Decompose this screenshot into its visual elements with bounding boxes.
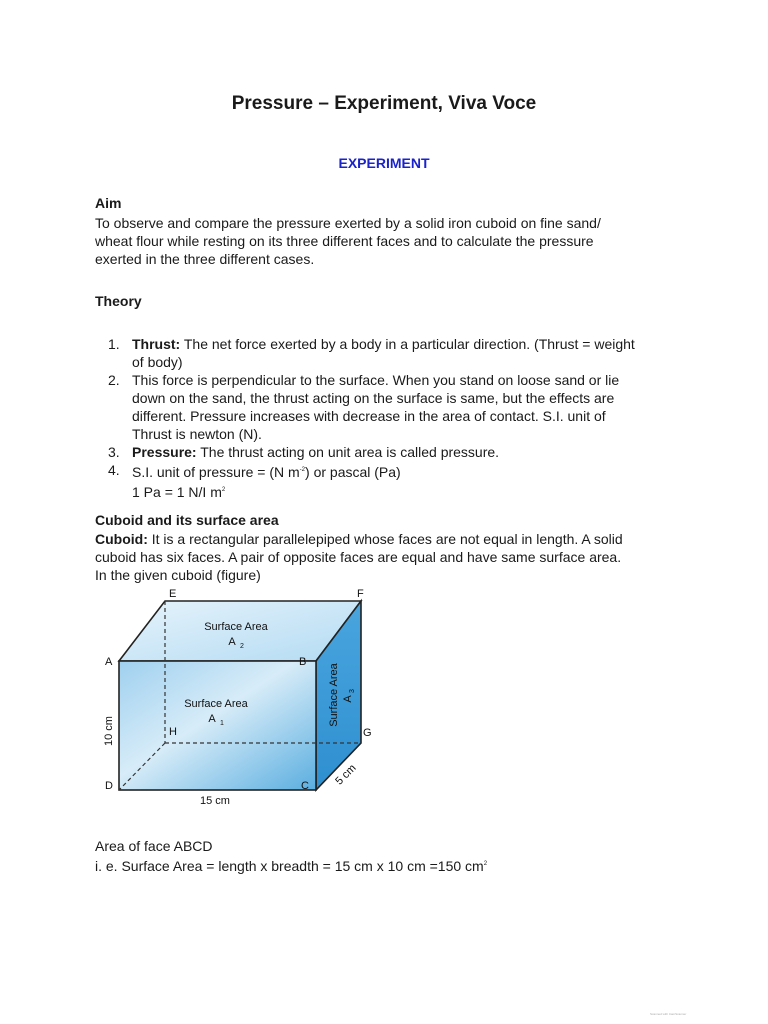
cuboid-line: In the given cuboid (figure) bbox=[95, 567, 261, 583]
term-cuboid: Cuboid: bbox=[95, 531, 148, 547]
theory-text: The thrust acting on unit area is called pressure. bbox=[196, 444, 500, 460]
list-number: 3. bbox=[108, 444, 120, 460]
aim-line: wheat flour while resting on its three different faces and to calculate the pressure bbox=[95, 233, 594, 249]
scanner-watermark: Scanned with CamScanner bbox=[650, 1012, 687, 1016]
theory-text: This force is perpendicular to the surface. When you stand on loose sand or lie bbox=[132, 372, 620, 388]
theory-item-pressure bbox=[96, 443, 736, 461]
theory-text: down on the sand, the thrust acting on the surface is same, but the effects are bbox=[132, 390, 615, 406]
cuboid-text bbox=[95, 530, 735, 584]
area-line: Area of face ABCD bbox=[95, 838, 213, 854]
vertex-label-a: A bbox=[105, 656, 113, 668]
cuboid-line: It is a rectangular parallelepiped whose faces are not equal in length. A solid bbox=[147, 531, 623, 547]
theory-text: Thrust is newton (N). bbox=[132, 426, 262, 442]
top-face-subscript: 2 bbox=[240, 643, 244, 650]
front-face-label: Surface Area bbox=[184, 698, 248, 710]
cuboid-figure bbox=[95, 583, 395, 813]
vertex-label-b: B bbox=[299, 656, 307, 668]
aim-line: exerted in the three different cases. bbox=[95, 251, 315, 267]
list-number: 2. bbox=[108, 372, 120, 388]
theory-list bbox=[96, 335, 736, 501]
superscript: -2 bbox=[299, 467, 306, 473]
theory-text: 1 Pa = 1 N/I m bbox=[132, 484, 222, 500]
theory-item-perpendicular bbox=[96, 371, 736, 443]
aim-text bbox=[95, 214, 735, 268]
depth-dimension: 5 cm bbox=[333, 762, 359, 788]
front-face bbox=[119, 661, 316, 790]
theory-text: ) or pascal (Pa) bbox=[305, 464, 401, 480]
theory-item-thrust bbox=[96, 335, 736, 371]
aim-line: To observe and compare the pressure exerted by a solid iron cuboid on fine sand/ bbox=[95, 215, 601, 231]
theory-text: S.I. unit of pressure = (N m bbox=[132, 464, 300, 480]
document-title: Pressure – Experiment, Viva Voce bbox=[231, 93, 537, 114]
vertex-label-d: D bbox=[105, 780, 113, 792]
theory-item-si-unit bbox=[96, 461, 736, 501]
front-face-symbol: A bbox=[208, 713, 216, 725]
height-dimension: 10 cm bbox=[103, 716, 115, 746]
cuboid-heading: Cuboid and its surface area bbox=[95, 512, 279, 528]
top-face-symbol: A bbox=[228, 636, 236, 648]
side-face-label: Surface Area bbox=[328, 663, 340, 727]
term-thrust: Thrust: bbox=[132, 336, 181, 352]
front-face-subscript: 1 bbox=[220, 720, 224, 727]
term-pressure: Pressure: bbox=[132, 444, 197, 460]
theory-heading: Theory bbox=[95, 293, 142, 309]
vertex-label-g: G bbox=[363, 727, 372, 739]
aim-heading: Aim bbox=[95, 195, 122, 211]
length-dimension: 15 cm bbox=[200, 795, 230, 807]
superscript: 2 bbox=[483, 861, 488, 867]
top-face-label: Surface Area bbox=[204, 621, 268, 633]
vertex-label-f: F bbox=[357, 588, 364, 600]
theory-text: of body) bbox=[132, 354, 183, 370]
side-face-subscript: 3 bbox=[349, 689, 356, 693]
list-number: 4. bbox=[108, 462, 120, 478]
area-line: i. e. Surface Area = length x breadth = 15 cm x 10 cm =150 cm bbox=[95, 858, 484, 874]
cuboid-line: cuboid has six faces. A pair of opposite faces are equal and have same surface area. bbox=[95, 549, 622, 565]
list-number: 1. bbox=[108, 336, 120, 352]
vertex-label-c: C bbox=[301, 780, 309, 792]
vertex-label-e: E bbox=[169, 588, 177, 600]
area-text bbox=[95, 837, 735, 875]
vertex-label-h: H bbox=[169, 726, 177, 738]
theory-text: The net force exerted by a body in a particular direction. (Thrust = weight bbox=[180, 336, 635, 352]
superscript: 2 bbox=[221, 487, 226, 493]
theory-text: different. Pressure increases with decrease in the area of contact. S.I. unit of bbox=[132, 408, 606, 424]
section-heading: EXPERIMENT bbox=[338, 155, 430, 171]
side-face-symbol: A bbox=[342, 695, 354, 703]
